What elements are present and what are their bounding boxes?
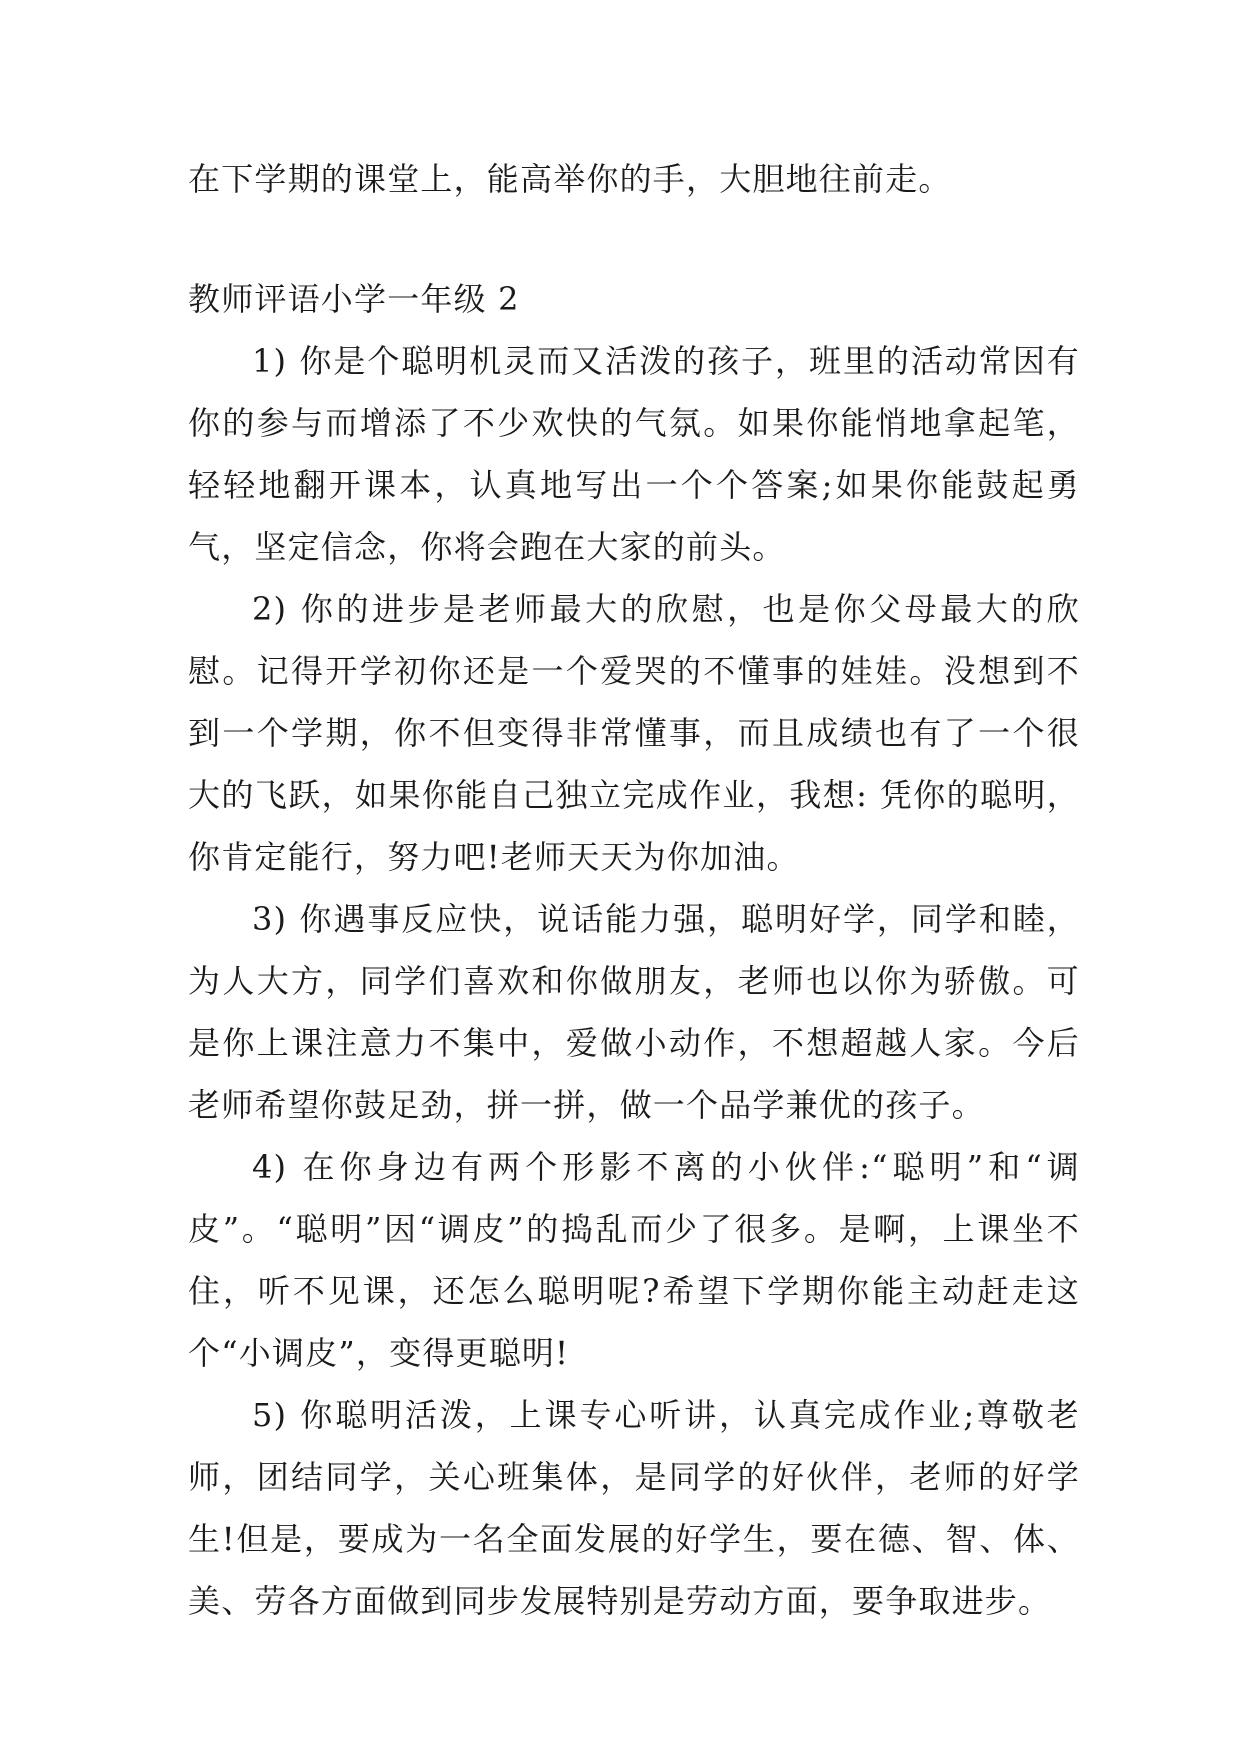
document-page xyxy=(188,148,1080,1632)
comment-paragraph-5: 5) 你聪明活泼，上课专心听讲，认真完成作业;尊敬老师，团结同学，关心班集体，是同学的好伙伴，老师的好学生!但是，要成为一名全面发展的好学生，要在德、智、体、美、劳各方面做到同步发展特别是劳动方面，要争取进步。 xyxy=(188,1396,1080,1620)
comment-paragraph-1: 1) 你是个聪明机灵而又活泼的孩子，班里的活动常因有你的参与而增添了不少欢快的气氛。如果你能悄地拿起笔，轻轻地翻开课本，认真地写出一个个答案;如果你能鼓起勇气，坚定信念，你将会跑在大家的前头。 xyxy=(188,342,1080,566)
section-heading: 教师评语小学一年级 2 xyxy=(188,280,520,318)
comment-paragraph-4: 4) 在你身边有两个形影不离的小伙伴:“聪明”和“调皮”。“聪明”因“调皮”的捣乱而少了很多。是啊，上课坐不住，听不见课，还怎么聪明呢?希望下学期你能主动赶走这个“小调皮”，变得更聪明! xyxy=(188,1148,1080,1372)
lead-paragraph: 在下学期的课堂上，能高举你的手，大胆地往前走。 xyxy=(188,160,952,198)
comment-paragraph-3: 3) 你遇事反应快，说话能力强，聪明好学，同学和睦，为人大方，同学们喜欢和你做朋友，老师也以你为骄傲。可是你上课注意力不集中，爱做小动作，不想超越人家。今后老师希望你鼓足劲，拼一拼，做一个品学兼优的孩子。 xyxy=(188,900,1080,1124)
comment-paragraph-2: 2) 你的进步是老师最大的欣慰，也是你父母最大的欣慰。记得开学初你还是一个爱哭的不懂事的娃娃。没想到不到一个学期，你不但变得非常懂事，而且成绩也有了一个很大的飞跃，如果你能自己独立完成作业，我想: 凭你的聪明，你肯定能行，努力吧!老师天天为你加油。 xyxy=(188,590,1080,876)
